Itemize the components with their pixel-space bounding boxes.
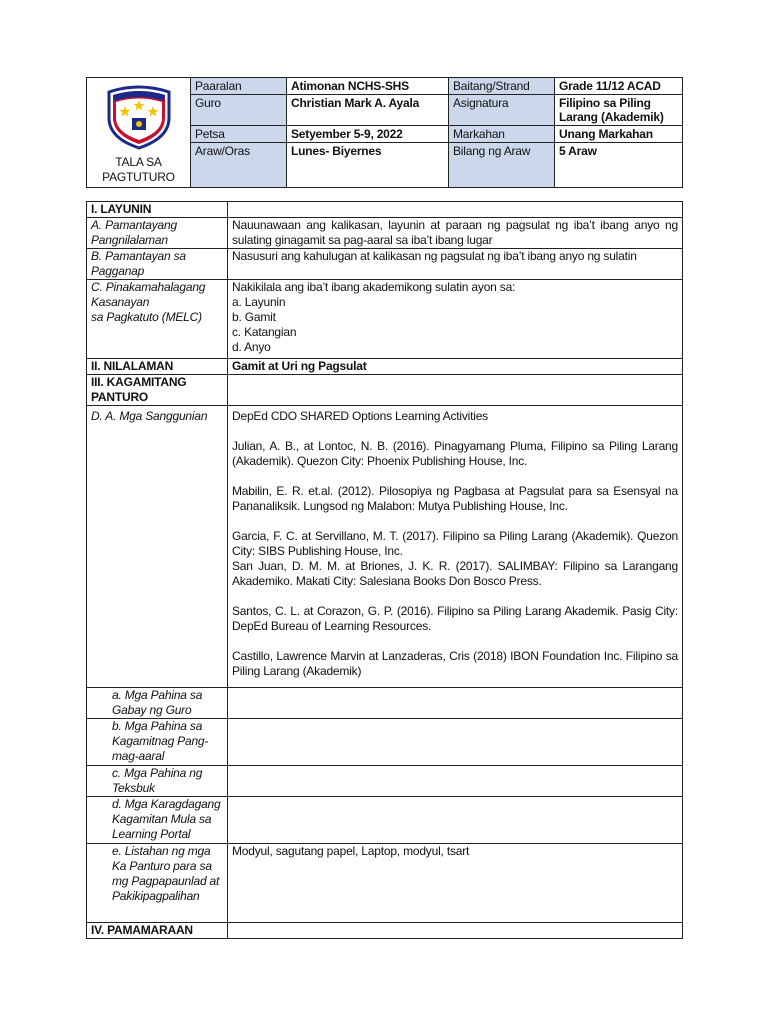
table-row bbox=[87, 688, 683, 719]
value-melc bbox=[228, 280, 683, 359]
label-paaralan: Paaralan bbox=[191, 78, 287, 95]
table-row bbox=[87, 797, 683, 844]
label-sanggunian: D. A. Mga Sanggunian bbox=[87, 406, 228, 688]
label-baitang: Baitang/Strand bbox=[449, 78, 555, 95]
section-kagamitang-panturo: III. KAGAMITANG PANTURO bbox=[87, 375, 228, 406]
list-item: a. Layunin bbox=[232, 295, 286, 309]
table-row bbox=[87, 202, 683, 218]
empty-cell bbox=[228, 923, 683, 939]
empty-cell bbox=[228, 766, 683, 797]
table-row bbox=[87, 375, 683, 406]
reference-item: DepEd CDO SHARED Options Learning Activities bbox=[232, 409, 488, 423]
value-pamantayan-sa-pagganap: Nasusuri ang kahulugan at kalikasan ng pagsulat ng iba’t ibang anyo ng sulatin bbox=[228, 249, 683, 280]
reference-item: San Juan, D. M. M. at Briones, J. K. R. (2017). SALIMBAY: Filipino sa Larangang Akademiko. Makati City: Salesiana Books Don Bosco Press. bbox=[232, 559, 678, 588]
list-item: d. Anyo bbox=[232, 340, 271, 354]
value-sanggunian bbox=[228, 406, 683, 688]
label-araw-oras: Araw/Oras bbox=[191, 143, 287, 188]
melc-intro: Nakikilala ang iba’t ibang akademikong sulatin ayon sa: bbox=[232, 280, 516, 294]
value-petsa: Setyember 5-9, 2022 bbox=[287, 126, 449, 143]
empty-cell bbox=[228, 797, 683, 844]
value-nilalaman: Gamit at Uri ng Pagsulat bbox=[228, 359, 683, 375]
value-listahan: Modyul, sagutang papel, Laptop, modyul, tsart bbox=[228, 844, 683, 923]
table-row bbox=[87, 923, 683, 939]
table-row bbox=[87, 280, 683, 359]
reference-item: Castillo, Lawrence Marvin at Lanzaderas, Cris (2018) IBON Foundation Inc. Filipino sa Piling Larang (Akademik) bbox=[232, 649, 678, 678]
empty-cell bbox=[228, 375, 683, 406]
label-asignatura: Asignatura bbox=[449, 95, 555, 126]
empty-cell bbox=[228, 719, 683, 766]
value-pamantayang-pangnilalaman: Nauunawaan ang kalikasan, layunin at paraan ng pagsulat ng iba’t ibang anyo ng sulating ginagamit sa pag-aaral sa iba’t ibang lugar bbox=[228, 218, 683, 249]
label-petsa: Petsa bbox=[191, 126, 287, 143]
label-bilang-ng-araw: Bilang ng Araw bbox=[449, 143, 555, 188]
label-listahan: e. Listahan ng mga Ka Panturo para sa mg Pagpapaunlad at Pakikipagpalihan bbox=[87, 844, 228, 923]
list-item: b. Gamit bbox=[232, 310, 276, 324]
label-markahan: Markahan bbox=[449, 126, 555, 143]
empty-cell bbox=[228, 688, 683, 719]
reference-item: Santos, C. L. at Corazon, G. P. (2016). Filipino sa Piling Larang Akademik. Pasig City: DepEd Bureau of Learning Resources. bbox=[232, 604, 678, 633]
label-kagamitang-pang-mag-aaral: b. Mga Pahina sa Kagamitnag Pang-mag-aaral bbox=[87, 719, 228, 766]
table-row bbox=[87, 719, 683, 766]
value-bilang-ng-araw: 5 Araw bbox=[555, 143, 683, 188]
logo-cell bbox=[87, 78, 191, 188]
value-markahan: Unang Markahan bbox=[555, 126, 683, 143]
lesson-plan-table bbox=[86, 201, 683, 939]
label-guro: Guro bbox=[191, 95, 287, 126]
section-layunin: I. LAYUNIN bbox=[87, 202, 228, 218]
table-row bbox=[87, 359, 683, 375]
value-guro: Christian Mark A. Ayala bbox=[287, 95, 449, 126]
label-melc-line-2: sa Pagkatuto (MELC) bbox=[91, 310, 202, 324]
label-pamantayan-sa-pagganap: B. Pamantayan sa Pagganap bbox=[87, 249, 228, 280]
table-row bbox=[87, 406, 683, 688]
label-melc-line-1: C. Pinakamahalagang Kasanayan bbox=[91, 280, 206, 309]
label-melc bbox=[87, 280, 228, 359]
value-asignatura: Filipino sa Piling Larang (Akademik) bbox=[555, 95, 683, 126]
label-pamantayang-pangnilalaman: A. Pamantayang Pangnilalaman bbox=[87, 218, 228, 249]
document-title: TALA SA PAGTUTURO bbox=[102, 155, 175, 184]
school-seal-icon bbox=[103, 84, 175, 150]
label-gabay-ng-guro: a. Mga Pahina sa Gabay ng Guro bbox=[87, 688, 228, 719]
value-paaralan: Atimonan NCHS-SHS bbox=[287, 78, 449, 95]
value-araw-oras: Lunes- Biyernes bbox=[287, 143, 449, 188]
label-learning-portal: d. Mga Karagdagang Kagamitan Mula sa Learning Portal bbox=[87, 797, 228, 844]
table-row bbox=[87, 766, 683, 797]
table-row bbox=[87, 218, 683, 249]
label-teksbuk: c. Mga Pahina ng Teksbuk bbox=[87, 766, 228, 797]
table-row bbox=[87, 249, 683, 280]
reference-item: Julian, A. B., at Lontoc, N. B. (2016). Pinagyamang Pluma, Filipino sa Piling Larang (Akademik). Quezon City: Phoenix Publishing House, Inc. bbox=[232, 439, 678, 468]
empty-cell bbox=[228, 202, 683, 218]
section-nilalaman: II. NILALAMAN bbox=[87, 359, 228, 375]
reference-item: Mabilin, E. R. et.al. (2012). Pilosopiya ng Pagbasa at Pagsulat para sa Esensyal na Pananaliksik. Lungsod ng Malabon: Mutya Publishing House, Inc. bbox=[232, 484, 678, 513]
reference-item: Garcia, F. C. at Servillano, M. T. (2017). Filipino sa Piling Larang (Akademik). Quezon City: SIBS Publishing House, Inc. bbox=[232, 529, 678, 558]
table-row bbox=[87, 844, 683, 923]
value-baitang: Grade 11/12 ACAD bbox=[555, 78, 683, 95]
header-table bbox=[86, 77, 683, 188]
section-pamamaraan: IV. PAMAMARAAN bbox=[87, 923, 228, 939]
list-item: c. Katangian bbox=[232, 325, 297, 339]
